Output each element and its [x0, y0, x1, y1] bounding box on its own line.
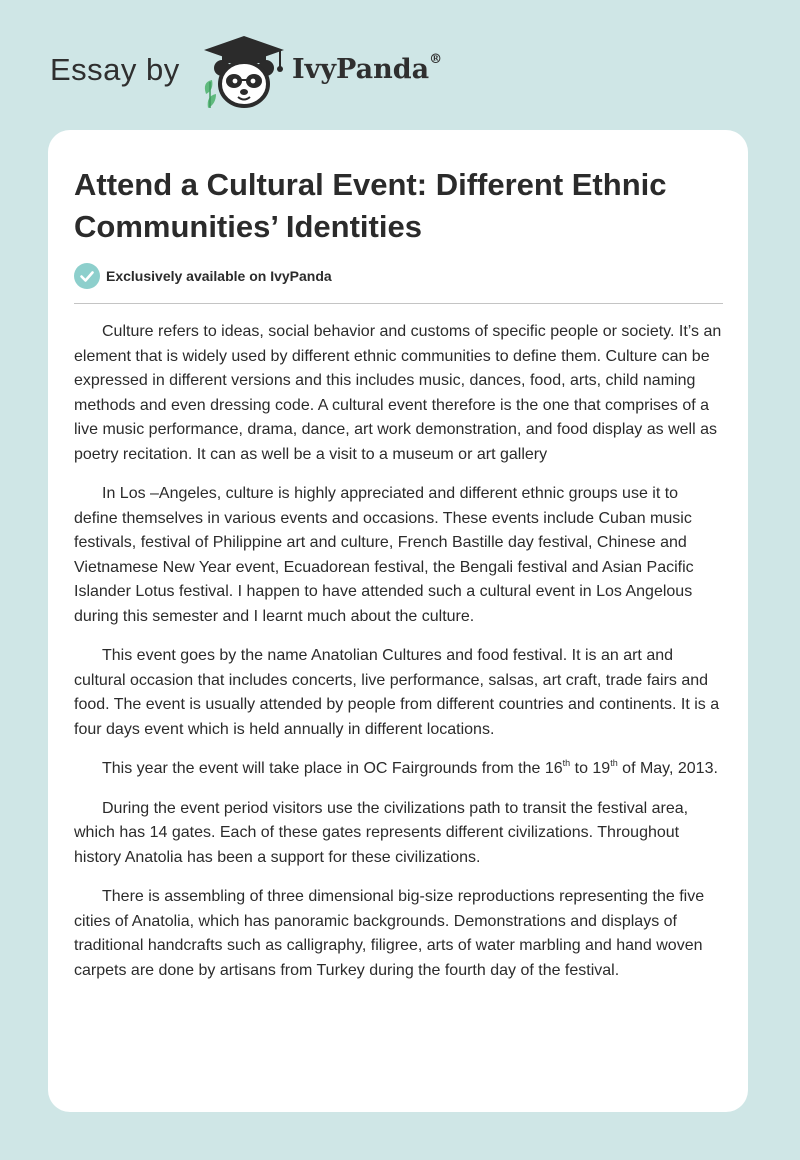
brand-prefix: Essay by: [50, 52, 180, 87]
exclusive-badge-text: Exclusively available on IvyPanda: [106, 268, 332, 284]
paragraph-text: to 19: [570, 760, 611, 777]
brand-name[interactable]: [292, 54, 442, 85]
ordinal-suffix: th: [610, 758, 618, 768]
paragraph: Culture refers to ideas, social behavior and customs of specific people or society. It’s an element that is widely used by different ethnic communities to define them. Culture can be expressed in different versions and this includes music, dances, food, arts, child naming methods and even dressing code. A cultural event therefore is the one that comprises of a live music performance, drama, dance, art work demonstration, and food display as well as poetry recitation. It can as well be a visit to a museum or art gallery: [74, 323, 722, 463]
paragraph: This event goes by the name Anatolian Cultures and food festival. It is an art and cultural occasion that includes concerts, live performance, salsas, art craft, trade fairs and food. The event is usually attended by people from different countries and continents. It is a four days event which is held annually in different locations.: [74, 647, 720, 738]
paragraph-text: This year the event will take place in OC Fairgrounds from the 16: [102, 760, 563, 777]
paragraph-text: of May, 2013.: [617, 760, 718, 777]
paragraph: During the event period visitors use the civilizations path to transit the festival area, which has 14 gates. Each of these gates represents different civilizations. Throughout history Anatolia has been a support for these civilizations.: [74, 799, 689, 866]
panda-logo-icon[interactable]: [200, 34, 288, 110]
paragraph: [74, 757, 726, 782]
brand-header: [50, 34, 470, 110]
check-circle-icon: [74, 263, 100, 289]
title-divider: [74, 303, 723, 304]
essay-title: Attend a Cultural Event: Different Ethnic Communities’ Identities: [74, 167, 667, 244]
exclusive-badge: [74, 263, 332, 289]
paragraph: There is assembling of three dimensional big-size reproductions representing the five cities of Anatolia, which has panoramic backgrounds. Demonstrations and displays of traditional handcrafts such as calligraphy, filigree, arts of water marbling and hand woven carpets are done by artisans from Turkey during the fourth day of the festival.: [74, 888, 705, 979]
paragraph: In Los –Angeles, culture is highly appreciated and different ethnic groups use it to define themselves in various events and occasions. These events include Cuban music festivals, festival of Philippine art and culture, French Bastille day festival, Chinese and Vietnamese New Year event, Ecuadorean festival, the Bengali festival and Asian Pacific Islander Lotus festival. I happen to have attended such a cultural event in Los Angelous during this semester and I learnt much about the culture.: [74, 485, 694, 625]
essay-body: [74, 320, 726, 998]
ordinal-suffix: th: [562, 758, 571, 768]
registered-mark: ®: [429, 52, 443, 67]
brand-name-text: IvyPanda: [292, 54, 430, 85]
essay-card: [48, 130, 748, 1112]
